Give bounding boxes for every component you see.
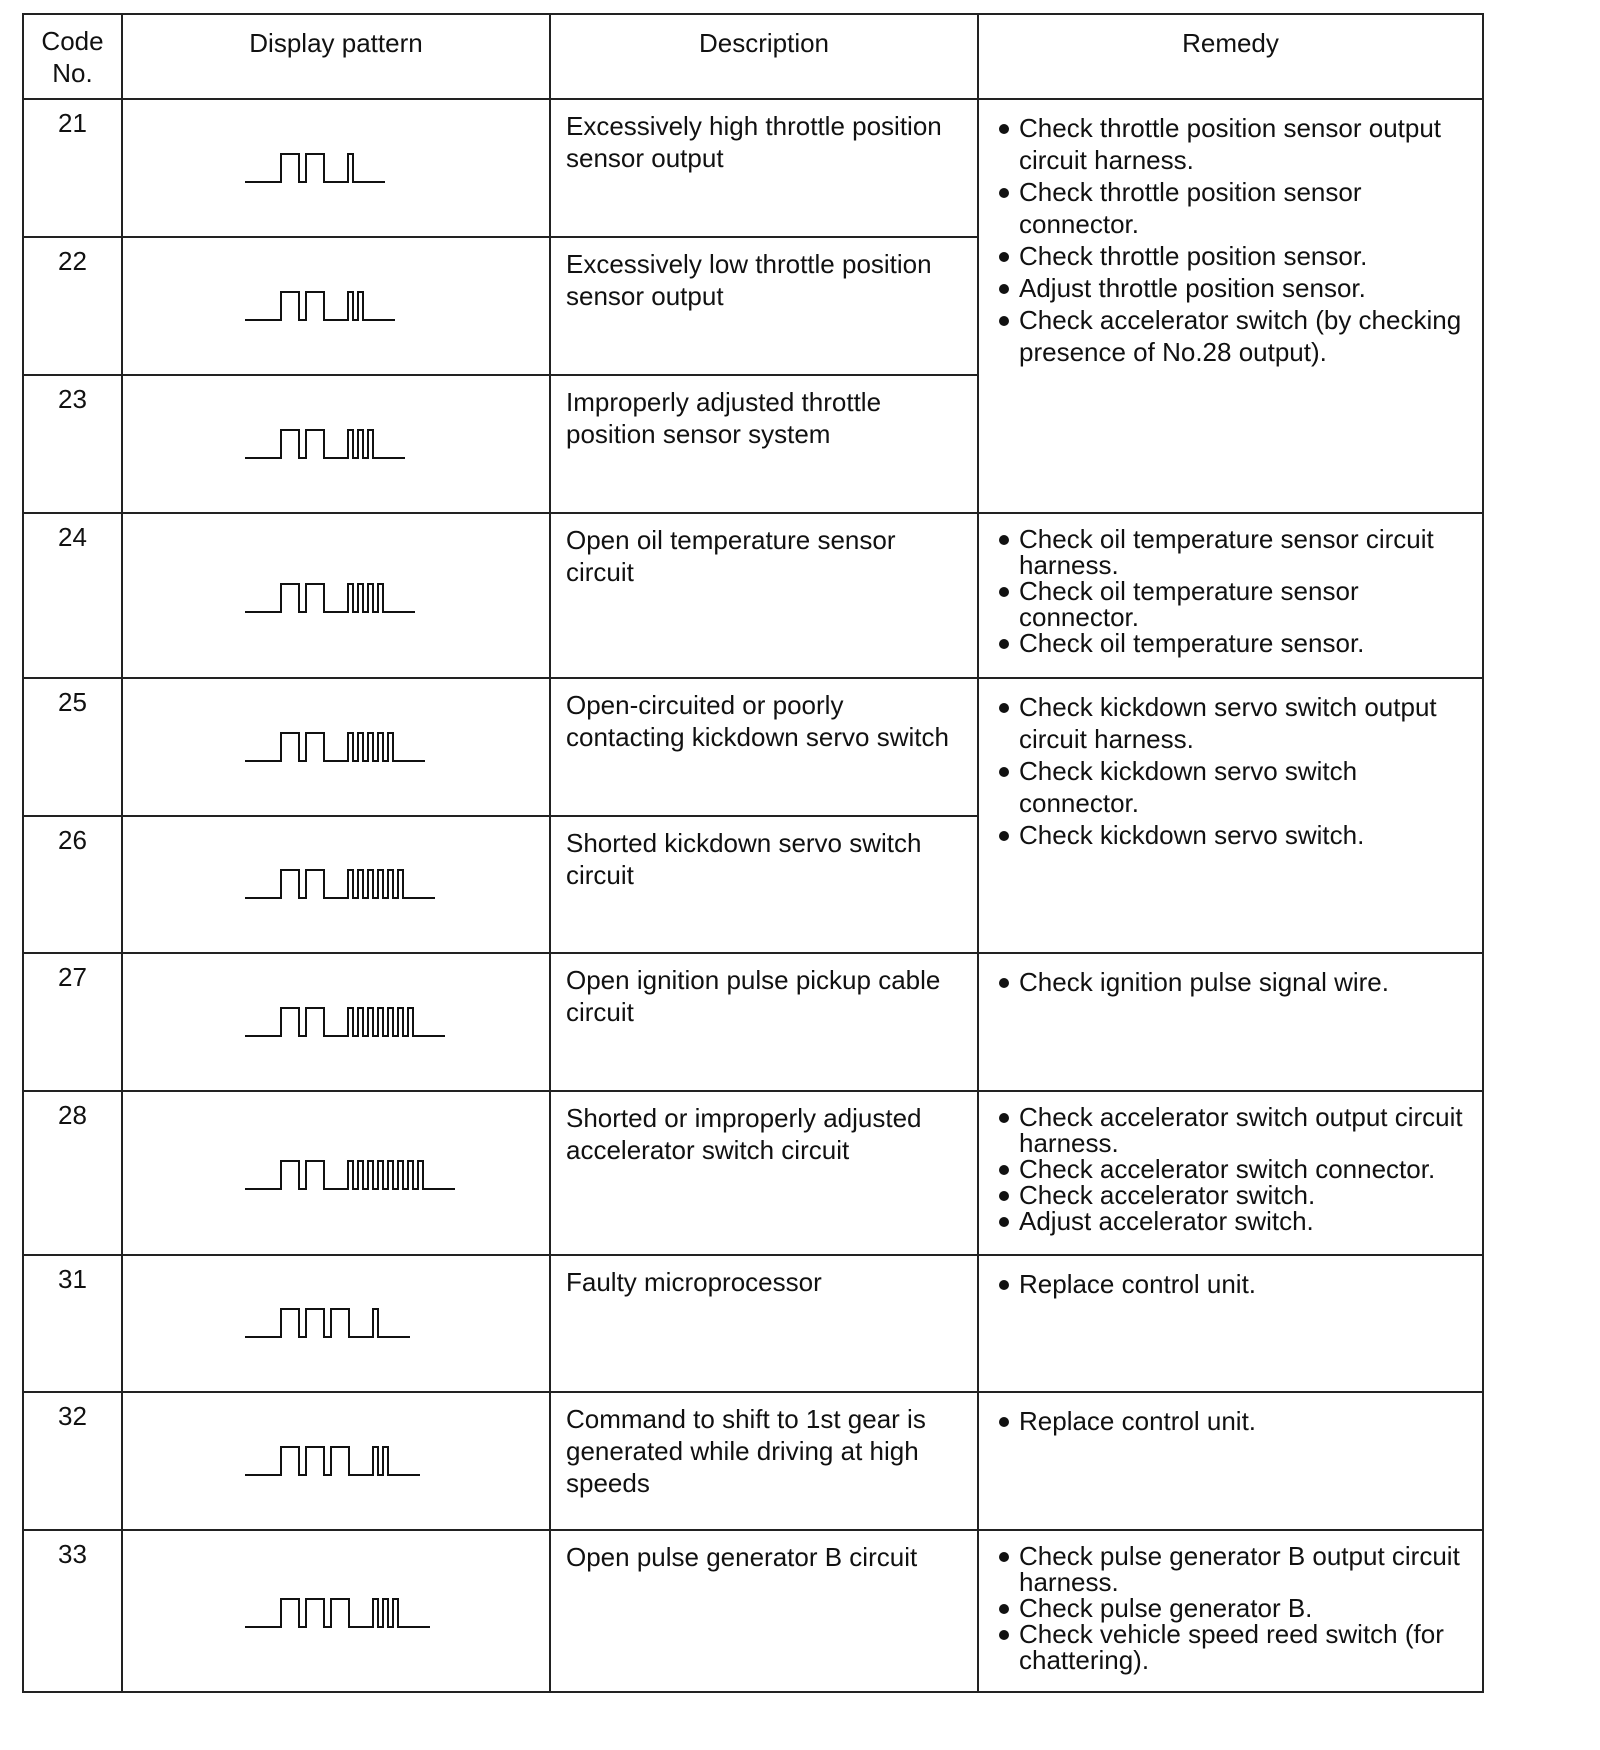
header-remedy: Remedy (978, 14, 1483, 99)
code-number: 32 (23, 1392, 122, 1530)
remedy-item: Check kickdown servo switch output circuit harness. (997, 691, 1472, 755)
description: Open-circuited or poorly contacting kickdown servo switch (550, 678, 978, 816)
remedy-item: Adjust throttle position sensor. (997, 272, 1472, 304)
remedy-item: Check accelerator switch connector. (997, 1156, 1472, 1182)
remedy-list (997, 966, 1472, 998)
remedy-list (997, 526, 1472, 656)
remedy-list (997, 112, 1472, 368)
remedy (978, 953, 1483, 1091)
pulse-pattern-graphic (123, 817, 551, 952)
remedy-item: Check kickdown servo switch. (997, 819, 1472, 851)
pulse-pattern-graphic (123, 376, 551, 512)
description: Open ignition pulse pickup cable circuit (550, 953, 978, 1091)
table-row (23, 513, 1483, 678)
table-row (23, 1392, 1483, 1530)
remedy (978, 678, 1483, 953)
table-row (23, 953, 1483, 1091)
remedy-list (997, 1268, 1472, 1300)
pulse-waveform (245, 1309, 410, 1337)
code-number: 27 (23, 953, 122, 1091)
code-number: 21 (23, 99, 122, 237)
remedy-item: Replace control unit. (997, 1268, 1472, 1300)
table-row (23, 99, 1483, 237)
diagnosis-code-table (22, 13, 1484, 1693)
remedy-item: Adjust accelerator switch. (997, 1208, 1472, 1234)
pulse-pattern-graphic (123, 1092, 551, 1254)
display-pattern (122, 953, 550, 1091)
table-row (23, 678, 1483, 816)
remedy (978, 1255, 1483, 1392)
header-display-pattern: Display pattern (122, 14, 550, 99)
remedy (978, 1392, 1483, 1530)
remedy-item: Check ignition pulse signal wire. (997, 966, 1472, 998)
remedy-item: Check oil temperature sensor connector. (997, 578, 1472, 630)
remedy-item: Check throttle position sensor output circuit harness. (997, 112, 1472, 176)
code-number: 31 (23, 1255, 122, 1392)
remedy-item: Check throttle position sensor. (997, 240, 1472, 272)
description: Improperly adjusted throttle position sensor system (550, 375, 978, 513)
remedy (978, 513, 1483, 678)
description: Open pulse generator B circuit (550, 1530, 978, 1692)
remedy-item: Check pulse generator B. (997, 1595, 1472, 1621)
remedy-item: Check accelerator switch output circuit harness. (997, 1104, 1472, 1156)
display-pattern (122, 375, 550, 513)
pulse-waveform (245, 1599, 430, 1627)
display-pattern (122, 1091, 550, 1255)
description: Excessively high throttle position sensor output (550, 99, 978, 237)
pulse-pattern-graphic (123, 1531, 551, 1691)
description: Command to shift to 1st gear is generated while driving at high speeds (550, 1392, 978, 1530)
remedy-list (997, 1104, 1472, 1234)
display-pattern (122, 1255, 550, 1392)
code-number: 28 (23, 1091, 122, 1255)
pulse-pattern-graphic (123, 514, 551, 677)
pulse-waveform (245, 292, 395, 320)
pulse-pattern-graphic (123, 679, 551, 815)
description: Shorted or improperly adjusted accelerator switch circuit (550, 1091, 978, 1255)
code-number: 23 (23, 375, 122, 513)
display-pattern (122, 513, 550, 678)
pulse-waveform (245, 733, 425, 761)
pulse-pattern-graphic (123, 1393, 551, 1529)
header-description: Description (550, 14, 978, 99)
display-pattern (122, 99, 550, 237)
pulse-waveform (245, 1161, 455, 1189)
pulse-waveform (245, 1008, 445, 1036)
description: Excessively low throttle position sensor output (550, 237, 978, 375)
display-pattern (122, 678, 550, 816)
table-row (23, 1091, 1483, 1255)
remedy-item: Replace control unit. (997, 1405, 1472, 1437)
table-row (23, 1255, 1483, 1392)
remedy-item: Check throttle position sensor connector. (997, 176, 1472, 240)
code-number: 25 (23, 678, 122, 816)
header-code: Code No. (23, 14, 122, 99)
display-pattern (122, 1530, 550, 1692)
description: Faulty microprocessor (550, 1255, 978, 1392)
description: Shorted kickdown servo switch circuit (550, 816, 978, 953)
pulse-pattern-graphic (123, 1256, 551, 1391)
table-row (23, 1530, 1483, 1692)
remedy-list (997, 691, 1472, 851)
code-number: 26 (23, 816, 122, 953)
pulse-waveform (245, 584, 415, 612)
remedy-list (997, 1405, 1472, 1437)
remedy (978, 99, 1483, 513)
display-pattern (122, 816, 550, 953)
remedy-item: Check oil temperature sensor. (997, 630, 1472, 656)
pulse-waveform (245, 154, 385, 182)
remedy-item: Check kickdown servo switch connector. (997, 755, 1472, 819)
remedy (978, 1530, 1483, 1692)
code-number: 24 (23, 513, 122, 678)
pulse-pattern-graphic (123, 100, 551, 236)
description: Open oil temperature sensor circuit (550, 513, 978, 678)
header-row (23, 14, 1483, 99)
code-number: 33 (23, 1530, 122, 1692)
pulse-waveform (245, 1447, 420, 1475)
remedy-item: Check accelerator switch. (997, 1182, 1472, 1208)
remedy-item: Check accelerator switch (by checking presence of No.28 output). (997, 304, 1472, 368)
remedy (978, 1091, 1483, 1255)
remedy-item: Check vehicle speed reed switch (for chattering). (997, 1621, 1472, 1673)
display-pattern (122, 1392, 550, 1530)
remedy-list (997, 1543, 1472, 1673)
display-pattern (122, 237, 550, 375)
pulse-waveform (245, 870, 435, 898)
remedy-item: Check pulse generator B output circuit harness. (997, 1543, 1472, 1595)
remedy-item: Check oil temperature sensor circuit harness. (997, 526, 1472, 578)
code-number: 22 (23, 237, 122, 375)
pulse-pattern-graphic (123, 238, 551, 374)
pulse-waveform (245, 430, 405, 458)
pulse-pattern-graphic (123, 954, 551, 1090)
